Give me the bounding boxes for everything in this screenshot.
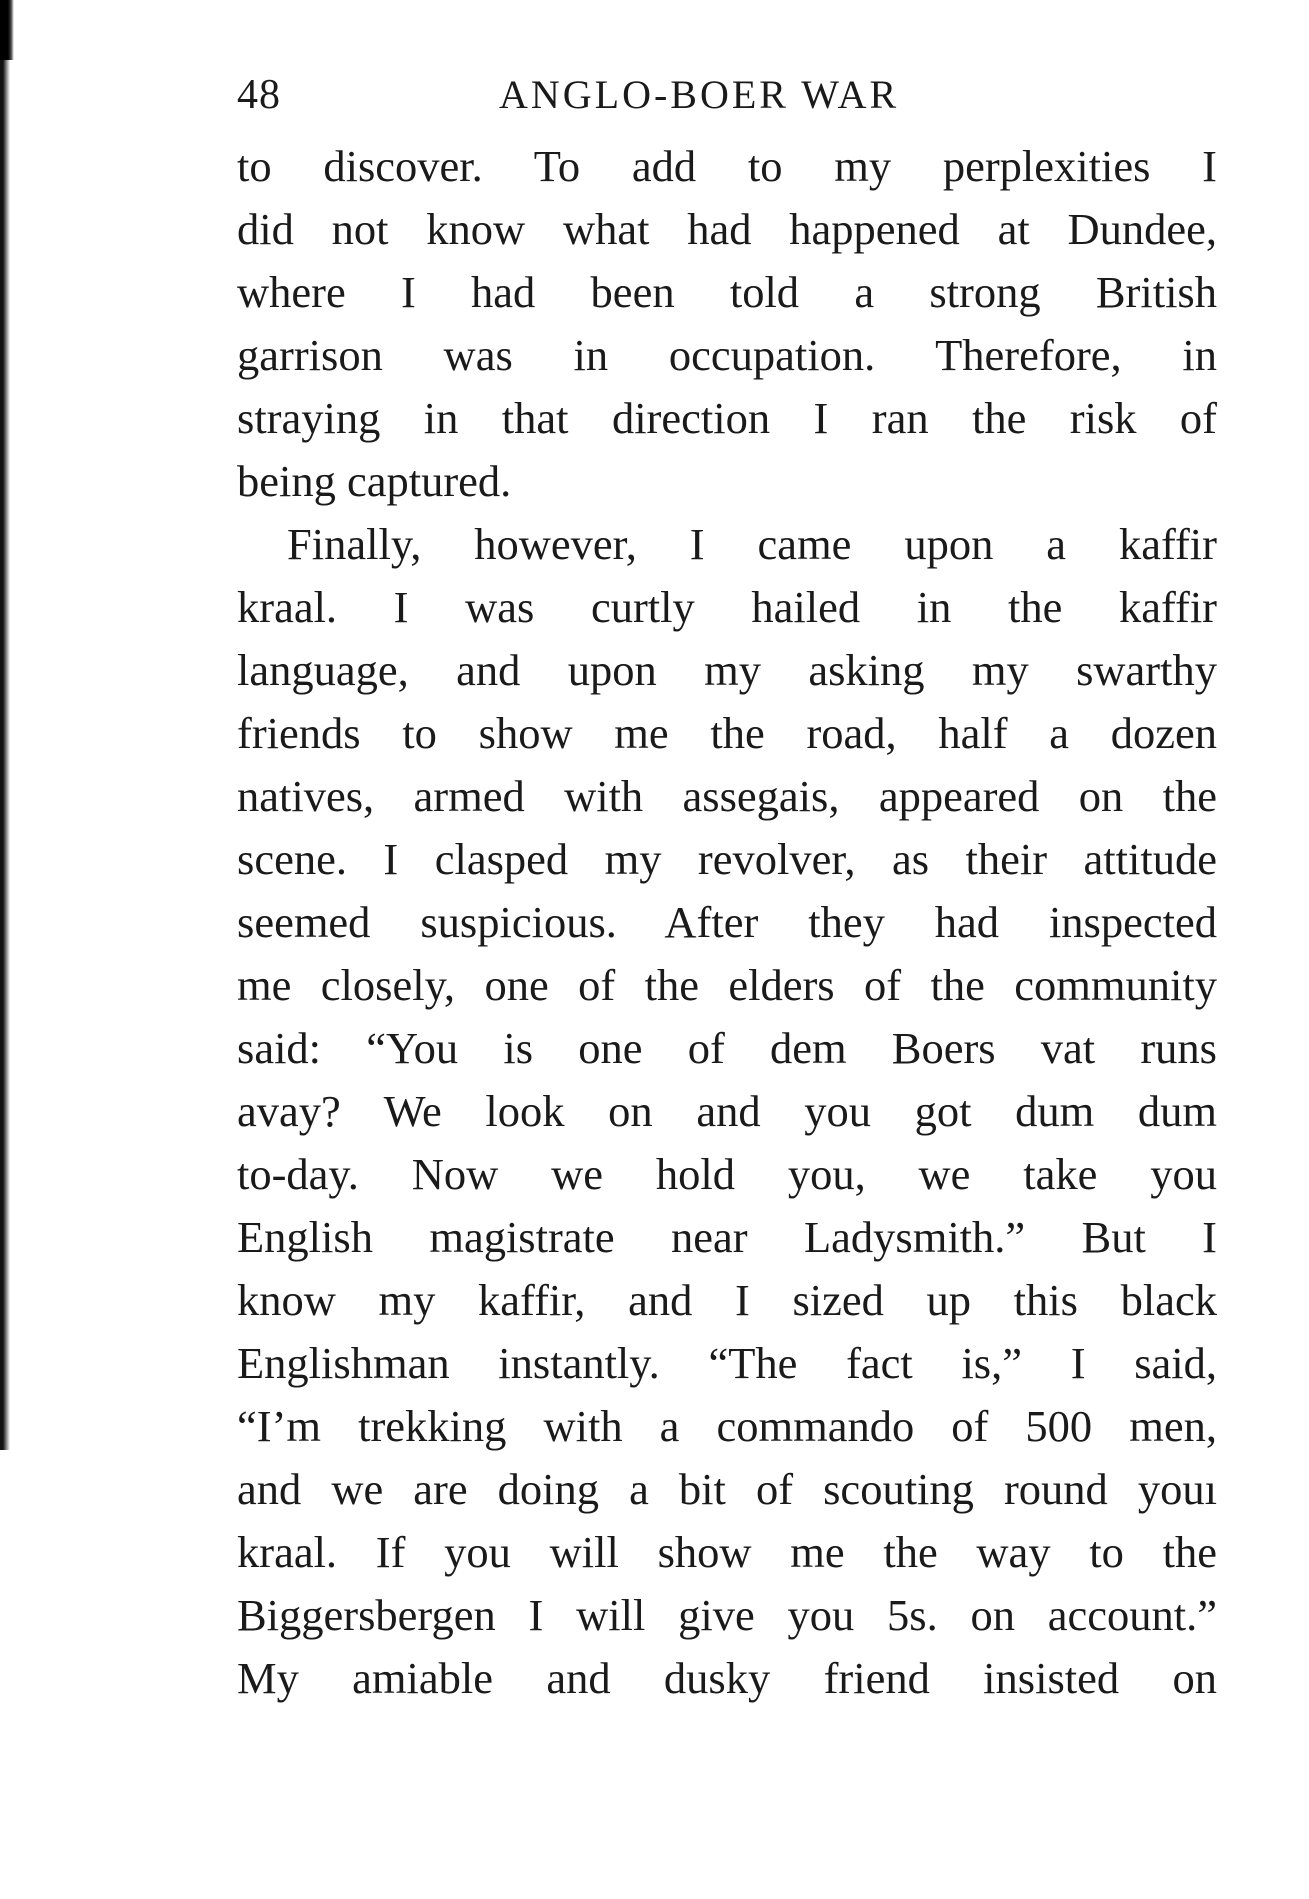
text-line: Englishman instantly. “The fact is,” I said,: [237, 1338, 1217, 1388]
text-line: My amiable and dusky friend insisted on: [237, 1653, 1217, 1703]
text-line: scene. I clasped my revolver, as their attitude: [237, 834, 1217, 884]
page-binding-edge: [0, 0, 10, 1450]
text-line: to-day. Now we hold you, we take you: [237, 1149, 1217, 1199]
text-line: Finally, however, I came upon a kaffir: [287, 519, 1217, 569]
text-line: straying in that direction I ran the risk of: [237, 393, 1217, 443]
page-binding-edge-top: [0, 0, 14, 60]
text-line: natives, armed with assegais, appeared on the: [237, 771, 1217, 821]
text-line: Biggersbergen I will give you 5s. on account.”: [237, 1590, 1217, 1640]
text-line: said: “You is one of dem Boers vat runs: [237, 1023, 1217, 1073]
text-line: “I’m trekking with a commando of 500 men,: [237, 1401, 1217, 1451]
text-line: garrison was in occupation. Therefore, in: [237, 330, 1217, 380]
page-number: 48: [237, 72, 281, 118]
text-line: me closely, one of the elders of the community: [237, 960, 1217, 1010]
text-line: English magistrate near Ladysmith.” But I: [237, 1212, 1217, 1262]
text-line: did not know what had happened at Dundee,: [237, 204, 1217, 254]
running-head: [237, 70, 1217, 120]
text-line: friends to show me the road, half a dozen: [237, 708, 1217, 758]
text-line: where I had been told a strong British: [237, 267, 1217, 317]
body-text: [237, 135, 1217, 1710]
text-line: being captured.: [237, 456, 512, 506]
text-line: language, and upon my asking my swarthy: [237, 645, 1217, 695]
running-title: ANGLO-BOER WAR: [499, 72, 900, 117]
text-line: avay? We look on and you got dum dum: [237, 1086, 1217, 1136]
text-line: to discover. To add to my perplexities I: [237, 141, 1217, 191]
text-line: kraal. I was curtly hailed in the kaffir: [237, 582, 1217, 632]
text-line: know my kaffir, and I sized up this black: [237, 1275, 1217, 1325]
text-line: kraal. If you will show me the way to the: [237, 1527, 1217, 1577]
text-line: and we are doing a bit of scouting round youı: [237, 1464, 1217, 1514]
text-line: seemed suspicious. After they had inspected: [237, 897, 1217, 947]
